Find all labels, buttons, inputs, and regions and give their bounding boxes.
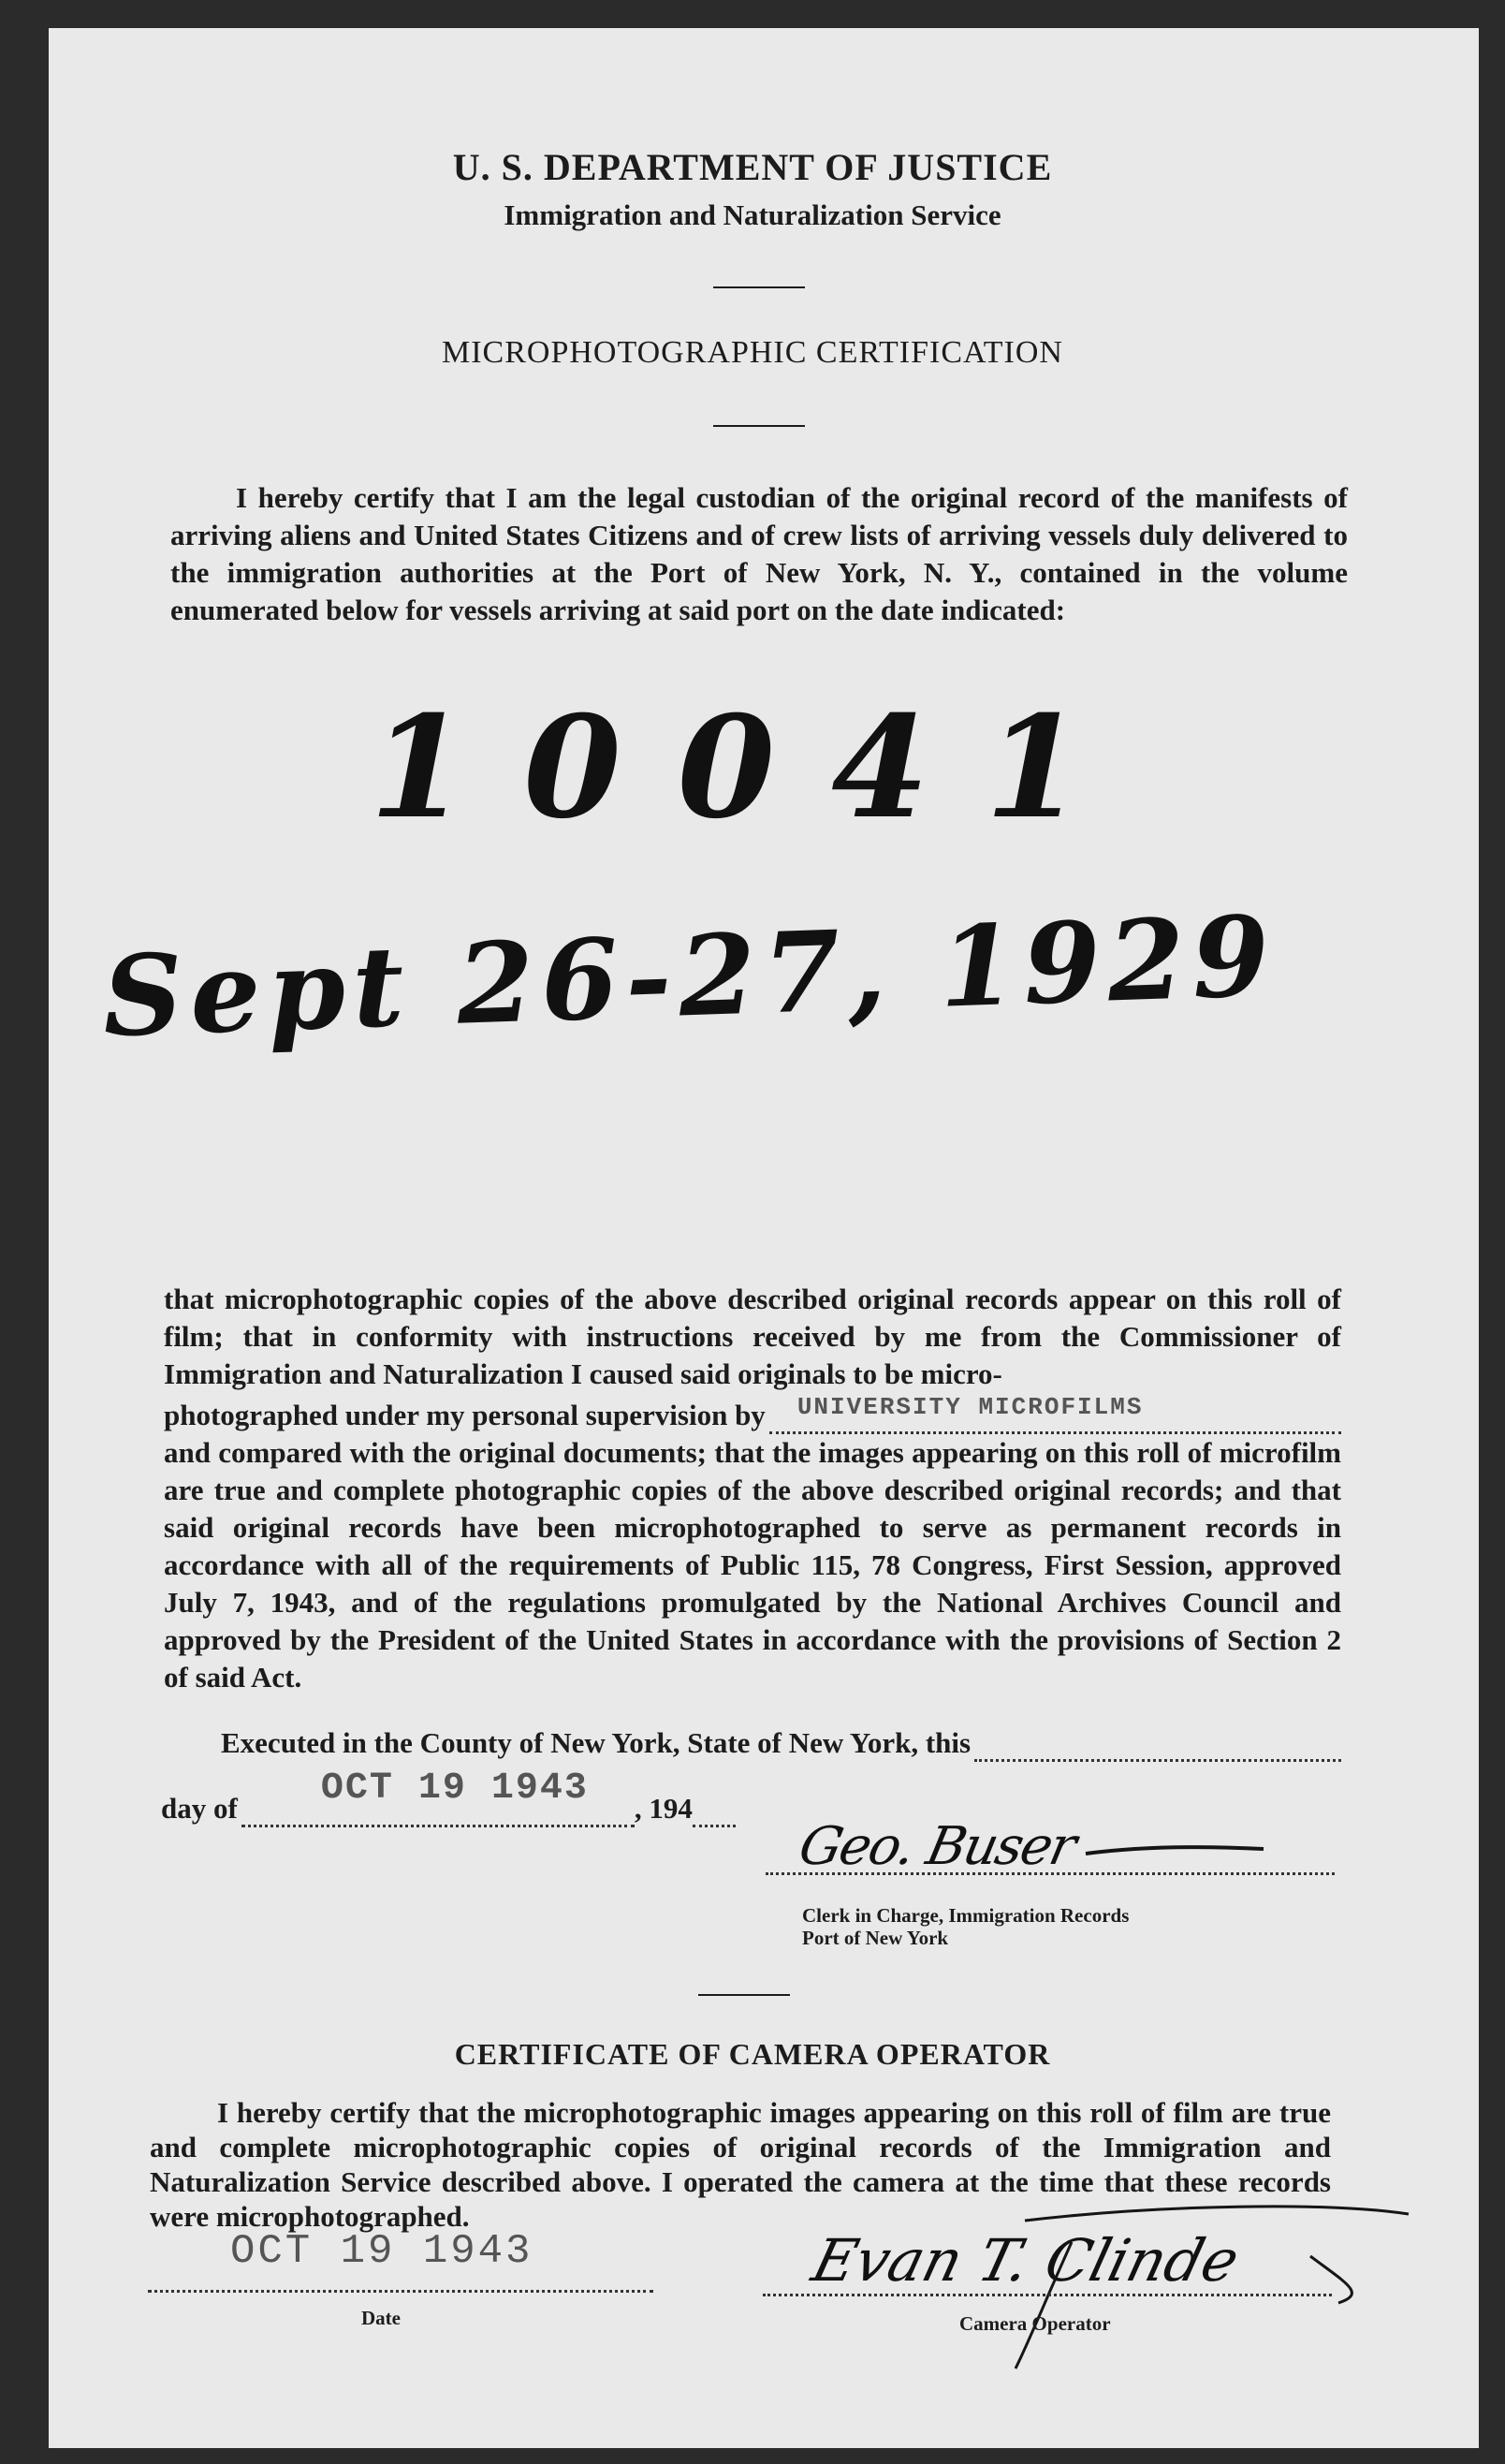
- certification-title: MICROPHOTOGRAPHIC CERTIFICATION: [441, 335, 1063, 370]
- day-of-label: day of: [161, 1792, 238, 1825]
- copies-statement: that microphotographic copies of the above described original records appear on this roll of film; that in conformity with instructions received by me from the Commissioner of Immigration and Naturalization I caused said originals to be micro-: [164, 1283, 1341, 1390]
- contractor-stamp: UNIVERSITY MICROFILMS: [796, 1393, 1144, 1421]
- executed-text: Executed in the County of New York, State of New York, this: [221, 1726, 972, 1759]
- handwritten-volume-number: 10041: [370, 685, 1139, 850]
- supervision-text: photographed under my personal supervision by: [164, 1399, 766, 1431]
- camera-operator-statement: I hereby certify that the microphotographic images appearing on this roll of film are true and complete microphotographic copies of original records of the Immigration and Naturalization Service described above. I operated the camera at the time that these records were microphotographed.: [150, 2096, 1331, 2233]
- clerk-title: Clerk in Charge, Immigration Records: [802, 1904, 1130, 1927]
- department-heading: U. S. DEPARTMENT OF JUSTICE: [452, 146, 1053, 188]
- operator-signature-line: [763, 2294, 1332, 2296]
- handwritten-date: Sept 26-27, 1929: [100, 890, 1279, 1062]
- day-stamp: OCT 19 1943: [320, 1767, 589, 1810]
- compliance-statement: and compared with the original documents; that the images appearing on this roll of microfilm are true and complete photographic copies of the above described original records; and that said original records have been microphotographed to serve as permanent records in accordance with all of the requirements of Public 115, 78 Congress, First Session, approved July 7, 1943, and of the regulations promulgated by the National Archives Council and approved by the President of the United States in accordance with the provisions of Section 2 of said Act.: [164, 1436, 1341, 1694]
- operator-date-stamp: OCT 19 1943: [230, 2228, 533, 2275]
- operator-label: Camera Operator: [959, 2312, 1111, 2335]
- year-prefix: , 194: [634, 1792, 693, 1825]
- service-subheading: Immigration and Naturalization Service: [504, 198, 1001, 231]
- operator-signature: Evan T. Clinde: [805, 2226, 1247, 2295]
- clerk-port: Port of New York: [802, 1927, 949, 1949]
- custodian-statement: I hereby certify that I am the legal custodian of the original record of the manifests of arriving aliens and United States Citizens and of crew lists of arriving vessels duly delivered to the immigration authorities at the Port of New York, N. Y., contained in the volume enumerated below for vessels arriving at said port on the date indicated:: [170, 481, 1348, 626]
- clerk-signature: Geo. Buser: [794, 1816, 1080, 1877]
- operator-date-label: Date: [361, 2307, 401, 2329]
- camera-operator-title: CERTIFICATE OF CAMERA OPERATOR: [454, 2037, 1051, 2071]
